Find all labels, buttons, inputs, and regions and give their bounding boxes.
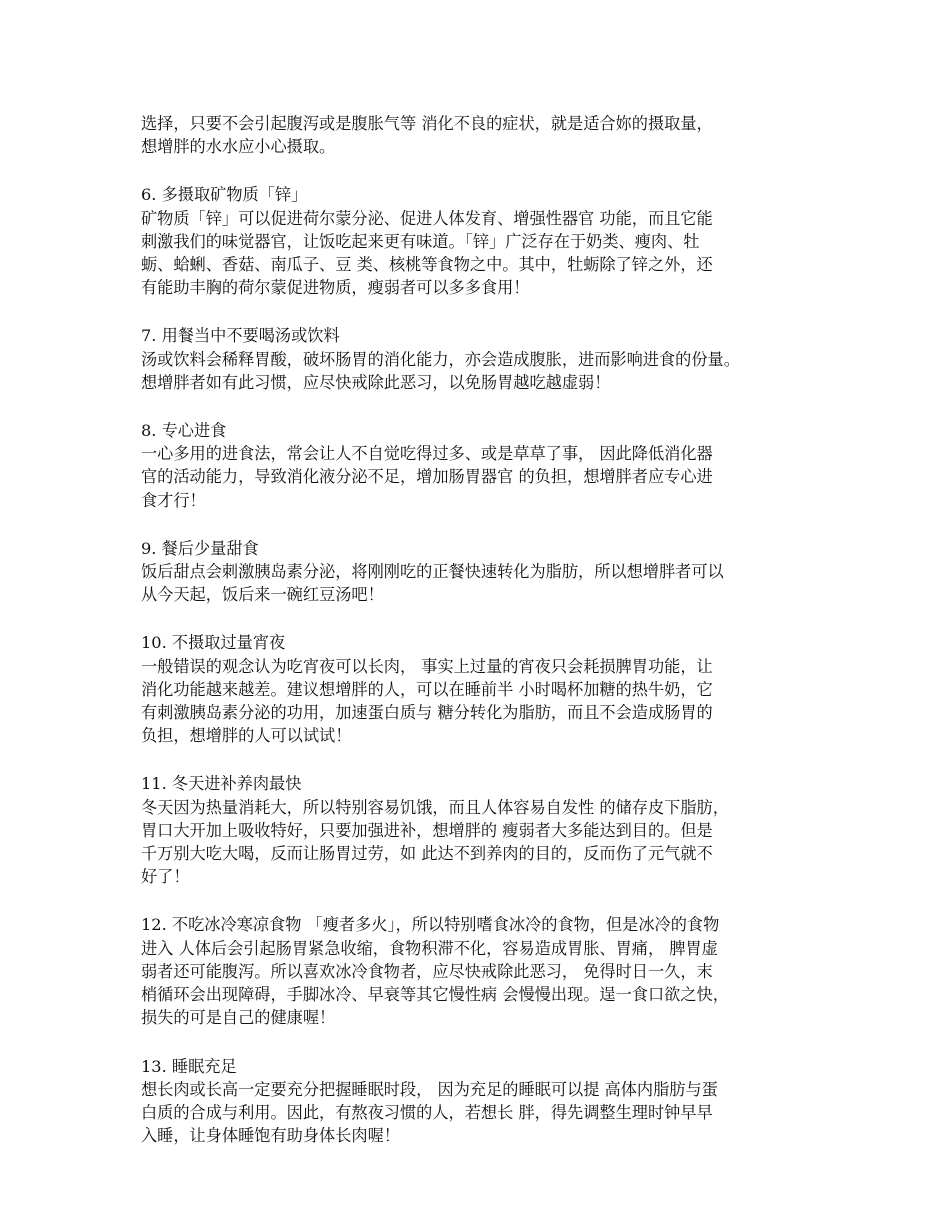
section-title: 11. 冬天进补养肉最快 bbox=[141, 774, 302, 794]
section-body bbox=[141, 1078, 831, 1148]
body-line: 从今天起，饭后来一碗红豆汤吧！ bbox=[141, 585, 384, 605]
intro-paragraph bbox=[141, 112, 831, 158]
body-line: 进入 人体后会引起肠胃紧急收缩，食物积滞不化，容易造成胃胀、胃痛， 脾胃虚 bbox=[141, 938, 718, 958]
section-title: 7. 用餐当中不要喝汤或饮料 bbox=[141, 326, 340, 346]
section-10 bbox=[141, 631, 831, 747]
section-9 bbox=[141, 537, 831, 607]
body-line: 蛎、蛤蜊、香菇、南瓜子、豆 类、核桃等食物之中。其中，牡蛎除了锌之外，还 bbox=[141, 255, 713, 275]
body-line: 入睡，让身体睡饱有助身体长肉喔！ bbox=[141, 1126, 400, 1146]
body-line: 一般错误的观念认为吃宵夜可以长肉， 事实上过量的宵夜只会耗损脾胃功能，让 bbox=[141, 656, 713, 676]
body-line: 白质的合成与利用。因此，有熬夜习惯的人，若想长 胖，得先调整生理时钟早早 bbox=[141, 1102, 713, 1122]
section-title: 6. 多摄取矿物质「锌」 bbox=[141, 185, 308, 205]
body-line: 弱者还可能腹泻。所以喜欢冰冷食物者，应尽快戒除此恶习， 免得时日一久，末 bbox=[141, 961, 713, 981]
body-line: 消化功能越来越差。建议想增胖的人，可以在睡前半 小时喝杯加糖的热牛奶，它 bbox=[141, 679, 713, 699]
body-line: 刺激我们的味觉器官，让饭吃起来更有味道。「锌」广泛存在于奶类、瘦肉、牡 bbox=[141, 231, 700, 251]
section-7 bbox=[141, 324, 831, 394]
body-line: 有刺激胰岛素分泌的功用，加速蛋白质与 糖分转化为脂肪，而且不会造成肠胃的 bbox=[141, 703, 713, 723]
body-line: 汤或饮料会稀释胃酸，破坏肠胃的消化能力，亦会造成腹胀，进而影响进食的份量。 bbox=[141, 349, 740, 369]
body-line: 好了！ bbox=[141, 867, 190, 887]
intro-line: 选择，只要不会引起腹泻或是腹胀气等 消化不良的症状，就是适合妳的摄取量， bbox=[141, 114, 713, 133]
body-line: 一心多用的进食法，常会让人不自觉吃得过多、或是草草了事， 因此降低消化器 bbox=[141, 444, 713, 464]
body-line: 千万别大吃大喝，反而让肠胃过劳，如 此达不到养肉的目的，反而伤了元气就不 bbox=[141, 844, 713, 864]
section-body bbox=[141, 348, 831, 394]
body-line: 有能助丰胸的荷尔蒙促进物质，瘦弱者可以多多食用！ bbox=[141, 278, 530, 298]
body-line: 负担，想增胖的人可以试试！ bbox=[141, 726, 352, 746]
body-line: 矿物质「锌」可以促进荷尔蒙分泌、促进人体发育、增强性器官 功能，而且它能 bbox=[141, 208, 713, 228]
body-line: 官的活动能力，导致消化液分泌不足，增加肠胃器官 的负担，想增胖者应专心进 bbox=[141, 467, 713, 487]
section-title: 9. 餐后少量甜食 bbox=[141, 538, 259, 558]
section-12 bbox=[141, 913, 831, 1029]
section-body bbox=[141, 442, 831, 512]
section-body bbox=[141, 207, 831, 300]
section-title: 10. 不摄取过量宵夜 bbox=[141, 633, 286, 653]
body-line: 梢循环会出现障碍，手脚冰冷、早衰等其它慢性病 会慢慢出现。逞一食口欲之快， bbox=[141, 985, 729, 1005]
body-line: 食才行！ bbox=[141, 490, 206, 510]
section-body bbox=[141, 560, 831, 606]
body-line: 饭后甜点会刺激胰岛素分泌，将刚刚吃的正餐快速转化为脂肪，所以想增胖者可以 bbox=[141, 562, 724, 582]
section-title: 12. 不吃冰冷寒凉食物 「瘦者多火」，所以特别嗜食冰冷的食物，但是冰冷的食物 bbox=[141, 915, 720, 935]
body-line: 冬天因为热量消耗大，所以特别容易饥饿，而且人体容易自发性 的储存皮下脂肪， bbox=[141, 797, 729, 817]
section-title: 13. 睡眠充足 bbox=[141, 1056, 237, 1076]
body-line: 胃口大开加上吸收特好，只要加强进补，想增胖的 瘦弱者大多能达到目的。但是 bbox=[141, 820, 713, 840]
body-line: 想长肉或长高一定要充分把握睡眠时段， 因为充足的睡眠可以提 高体内脂肪与蛋 bbox=[141, 1079, 718, 1099]
section-title: 8. 专心进食 bbox=[141, 421, 227, 441]
section-body bbox=[141, 796, 831, 889]
intro-line: 想增胖的水水应小心摄取。 bbox=[141, 137, 336, 157]
section-body bbox=[141, 655, 831, 748]
body-line: 想增胖者如有此习惯，应尽快戒除此恶习，以免肠胃越吃越虚弱！ bbox=[141, 372, 611, 392]
section-body bbox=[141, 937, 831, 1030]
section-8 bbox=[141, 419, 831, 512]
body-line: 损失的可是自己的健康喔！ bbox=[141, 1008, 336, 1028]
document-content bbox=[141, 112, 831, 1147]
section-11 bbox=[141, 772, 831, 888]
section-13 bbox=[141, 1055, 831, 1148]
section-6 bbox=[141, 183, 831, 299]
